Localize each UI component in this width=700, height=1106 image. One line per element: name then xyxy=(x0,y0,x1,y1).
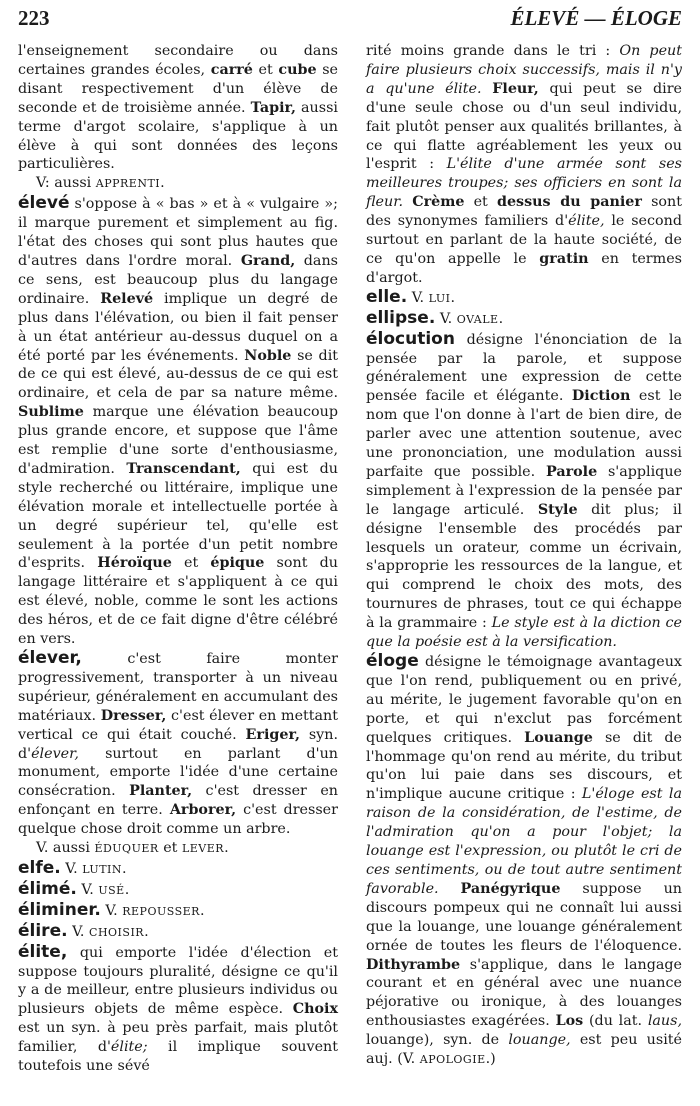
headword: élocution xyxy=(366,328,455,349)
entry-eliminer: éliminer. V. REPOUSSER. xyxy=(18,899,205,920)
headword: élevé xyxy=(18,193,70,214)
right-column xyxy=(366,42,682,1070)
see-also-line: V: aussi APPRENTI. xyxy=(36,175,165,192)
page-header xyxy=(18,4,682,34)
headword: élite, xyxy=(18,941,68,962)
entry-elime: élimé. V. USÉ. xyxy=(18,878,130,899)
entry-ellipse: ellipse. V. OVALE. xyxy=(366,307,504,328)
left-column xyxy=(18,42,338,1076)
entry-elever: élever, c'est faire monter progressivement, transporter à un niveau supérieur, généralement en accumulant des matériaux. Dresser, c'est élever en mettant vertical ce qui était couché. Eriger, syn. d'élever, surtout en parlant d'un monument, emporte l'idée d'une certaine consécration. Planter, c'est dresser en enfonçant en terre. Arborer, c'est dresser quelque chose droit comme un arbre. xyxy=(18,648,338,838)
entry-elite: élite, qui emporte l'idée d'élection et suppose toujours pluralité, désigne ce qu'il y a de meilleur, entre plusieurs individus ou plusieurs objets de même espèce. Choix est un syn. à peu près parfait, mais plutôt familier, d'élite; il implique souvent toutefois une sévé xyxy=(18,941,338,1075)
entry-eloge: éloge désigne le témoignage avantageux que l'on rend, publiquement ou en privé, au mérite, le jugement favorable qu'on en porte, et qui n'exclut pas forcément quelques critiques. Louange se dit de l'hommage qu'on rend au mérite, du tribut qu'on lui paie dans ses discours, et n'implique aucune critique : L'éloge est la raison de la considération, de l'estime, de l'admiration qu'on a pour l'objet; la louange est l'expression, ou plutôt le cri de ces sentiments, ou de tout autre sentiment favorable. Panégyrique suppose un discours pompeux qui ne connaît lui aussi que la louange, une louange généralement ornée de toutes les fleurs de l'éloquence. Dithyrambe s'applique, dans le langage courant et en général avec une nuance péjorative ou ironique, à des louanges enthousiastes exagérées. Los (du lat. laus, louange), syn. de louange, est peu usité auj. (V. APOLOGIE.) xyxy=(366,651,683,1068)
continued-paragraph: l'enseignement secondaire ou dans certaines grandes écoles, carré et cube se disant respectivement d'un élève de seconde et de troisième année. Tapir, aussi terme d'argot scolaire, s'applique à un élève à qui sont données des leçons particulières. xyxy=(18,43,339,173)
entry-elire: élire. V. CHOISIR. xyxy=(18,920,149,941)
entry-elle: elle. V. LUI. xyxy=(366,286,456,307)
headword: élever, xyxy=(18,648,82,668)
entry-elfe: elfe. V. LUTIN. xyxy=(18,857,127,878)
page-number: 223 xyxy=(18,6,50,30)
entry-elite-continued: rité moins grande dans le tri : On peut faire plusieurs choix successifs, mais il n'y a qu'une élite. Fleur, qui peut se dire d'une seule chose ou d'un seul individu, fait plutôt penser aux qualités brillantes, à ce qui flatte agréablement les yeux ou l'esprit : L'élite d'une armée sont ses meilleures troupes; ses officiers en sont la fleur. Crème et dessus du panier sont des synonymes familiers d'élite, le second surtout en parlant de la haute société, de ce qu'on appelle le gratin en termes d'argot. xyxy=(366,43,683,286)
see-also-line: V. aussi ÉDUQUER et LEVER. xyxy=(36,840,229,857)
running-head: ÉLEVÉ — ÉLOGE xyxy=(510,6,682,30)
entry-eleve: élevé s'oppose à « bas » et à « vulgaire »; il marque purement et simplement au fig. l'état des choses qui sont plus hautes que d'autres dans l'ordre moral. Grand, dans ce sens, est beaucoup plus du langage ordinaire. Relevé implique un degré de plus dans l'élévation, ou bien il fait penser à un état antérieur au-dessus duquel on a été porté par les événements. Noble se dit de ce qui est élevé, au-dessus de ce qui est ordinaire, et cela de par sa nature même. Sublime marque une élévation beaucoup plus grande encore, et suppose que l'âme est remplie d'une sorte d'enthousiasme, d'admiration. Transcendant, qui est du style recherché ou littéraire, implique une élévation morale et intellectuelle portée à un degré supérieur tel, qu'elle est seulement à la portée d'un petit nombre d'esprits. Héroïque et épique sont du langage littéraire et s'appliquent à ce qui est élevé, noble, comme le sont les actions des héros, et de ce fait digne d'être célébré en vers. xyxy=(18,193,339,648)
entry-elocution: élocution désigne l'énonciation de la pensée par la parole, et suppose généralement une expression de cette pensée facile et élégante. Diction est le nom que l'on donne à l'art de bien dire, de parler avec une attention soutenue, avec une prononciation, une modulation aussi parfaite que possible. Parole s'applique simplement à l'expression de la pensée par le langage articulé. Style dit plus; il désigne l'ensemble des procédés par lesquels un orateur, comme un écrivain, s'approprie les ressources de la langue, et qui comprend le choix des mots, des tournures de phrases, tout ce qui échappe à la grammaire : Le style est à la diction ce que la poésie est à la versification. xyxy=(366,328,683,651)
headword: éloge xyxy=(366,651,419,671)
